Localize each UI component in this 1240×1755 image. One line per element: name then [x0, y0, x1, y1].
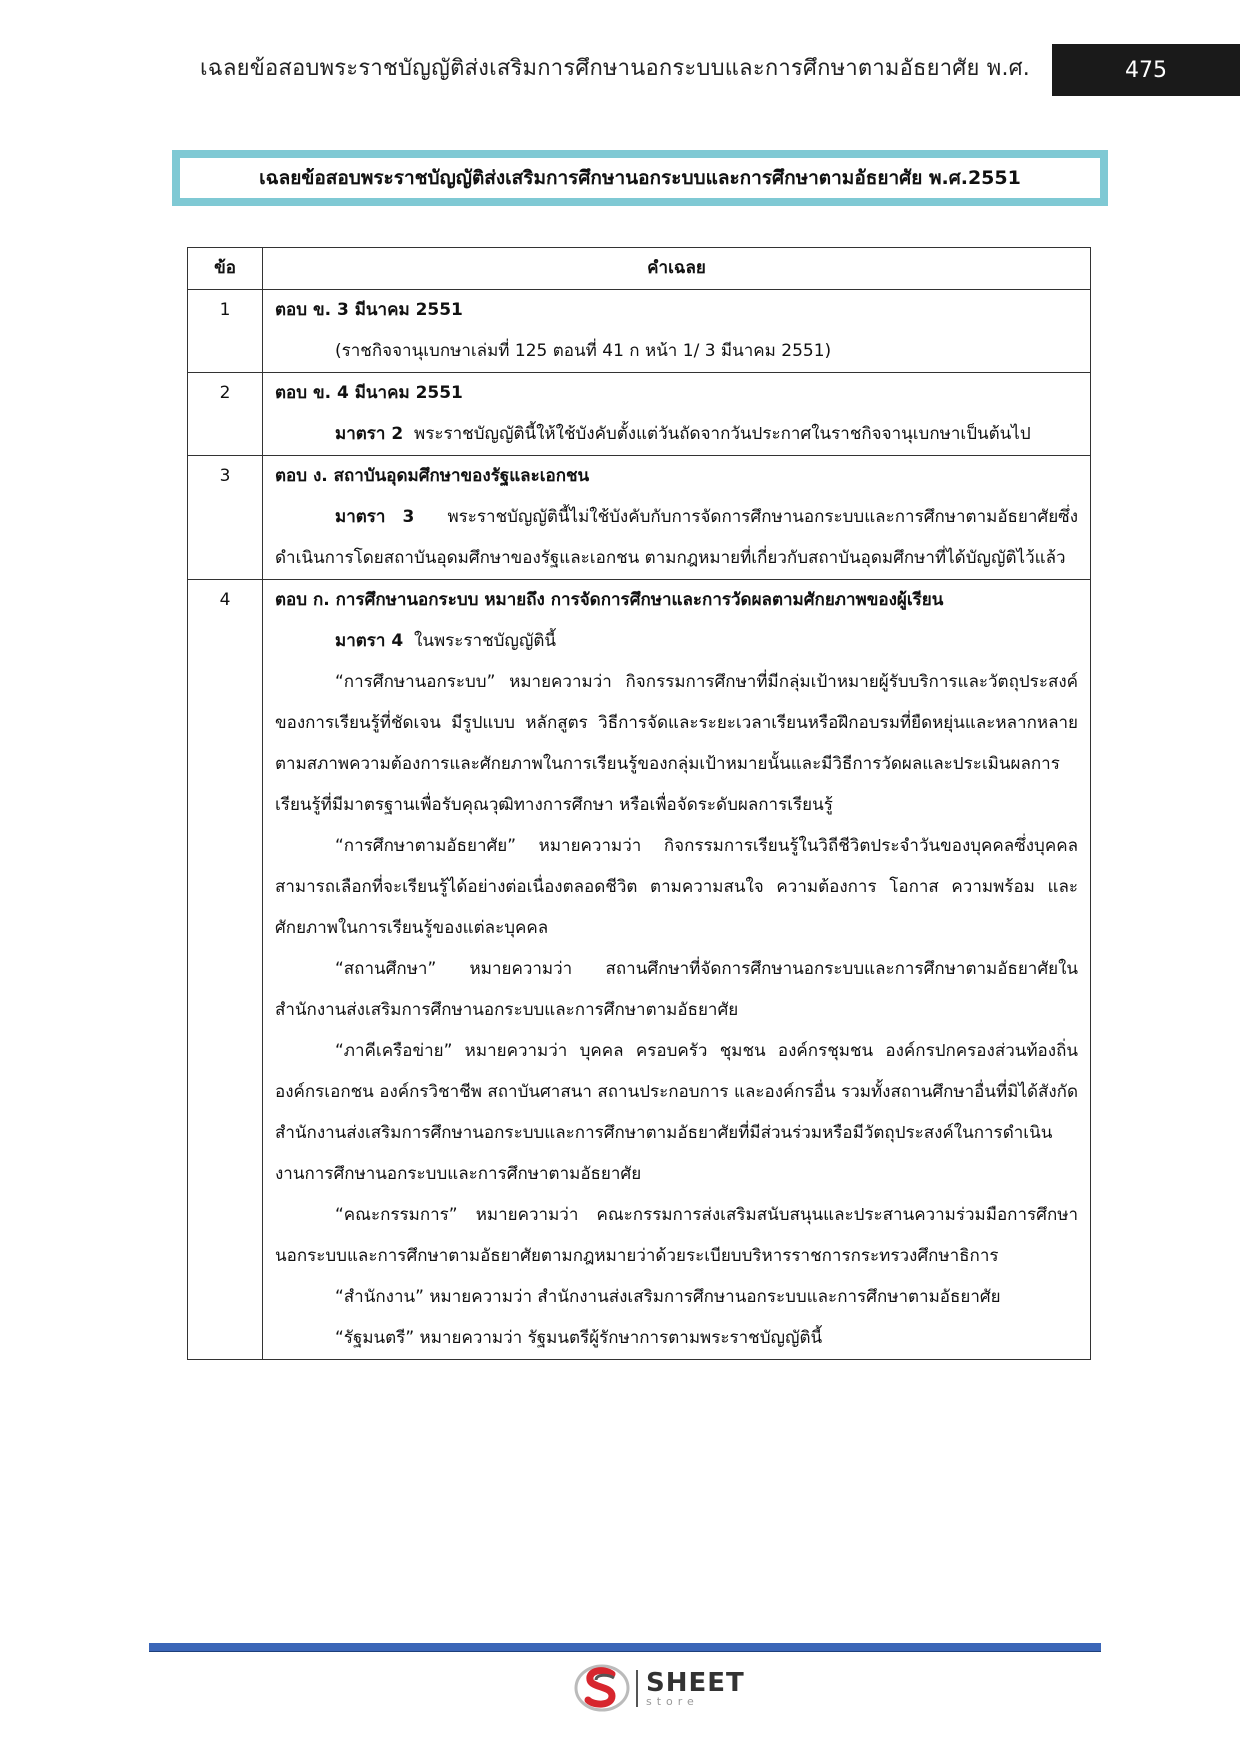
table-row [188, 290, 1091, 373]
reference-text: (ราชกิจจานุเบกษาเล่มที่ 125 ตอนที่ 41 ก หน้า 1/ 3 มีนาคม 2551) [335, 341, 832, 361]
footer-rule [149, 1643, 1101, 1652]
row-number: 3 [188, 456, 263, 580]
sheet-store-logo [574, 1660, 774, 1716]
running-header: เฉลยข้อสอบพระราชบัญญัติส่งเสริมการศึกษานอกระบบและการศึกษาตามอัธยาศัย พ.ศ. [200, 56, 1030, 81]
column-header-no: ข้อ [188, 248, 263, 290]
answer-line: ตอบ ข. 3 มีนาคม 2551 [275, 300, 463, 320]
section-label: มาตรา 3 [335, 507, 415, 527]
section-text: พระราชบัญญัตินี้ให้ใช้บังคับตั้งแต่วันถัดจากวันประกาศในราชกิจจานุเบกษาเป็นต้นไป [414, 424, 1031, 444]
section-title-frame [172, 150, 1108, 206]
section-paragraph [275, 497, 1078, 579]
row-number: 4 [188, 580, 263, 1360]
section-title: เฉลยข้อสอบพระราชบัญญัติส่งเสริมการศึกษานอกระบบและการศึกษาตามอัธยาศัย พ.ศ.2551 [180, 158, 1100, 198]
definition-paragraph: “รัฐมนตรี” หมายความว่า รัฐมนตรีผู้รักษาการตามพระราชบัญญัตินี้ [335, 1328, 823, 1348]
definition-paragraph: “สำนักงาน” หมายความว่า สำนักงานส่งเสริมการศึกษานอกระบบและการศึกษาตามอัธยาศัย [335, 1287, 1001, 1307]
definition-paragraph: “การศึกษานอกระบบ” หมายความว่า กิจกรรมการศึกษาที่มีกลุ่มเป้าหมายผู้รับบริการและวัตถุประสงค์ของการเรียนรู้ที่ชัดเจน มีรูปแบบ หลักสูตร วิธีการจัดและระยะเวลาเรียนหรือฝึกอบรมที่ยืดหยุ่นและหลากหลายตามสภาพความต้องการและศักยภาพในการเรียนรู้ของกลุ่มเป้าหมายนั้นและมีวิธีการวัดผลและประเมินผลการเรียนรู้ที่มีมาตรฐานเพื่อรับคุณวุฒิทางการศึกษา หรือเพื่อจัดระดับผลการเรียนรู้ [275, 672, 1078, 815]
answer-cell [263, 290, 1091, 373]
answer-line: ตอบ ข. 4 มีนาคม 2551 [275, 383, 463, 403]
table-row [188, 580, 1091, 1360]
definition-paragraph: “สถานศึกษา” หมายความว่า สถานศึกษาที่จัดการศึกษานอกระบบและการศึกษาตามอัธยาศัยในสำนักงานส่งเสริมการศึกษานอกระบบและการศึกษาตามอัธยาศัย [275, 959, 1078, 1020]
logo-main-text: SHEET [646, 1667, 745, 1698]
definition-paragraph: “คณะกรรมการ” หมายความว่า คณะกรรมการส่งเสริมสนับสนุนและประสานความร่วมมือการศึกษานอกระบบและการศึกษาตามอัธยาศัยตามกฎหมายว่าด้วยระเบียบบริหารราชการกระทรวงศึกษาธิการ [275, 1205, 1078, 1266]
section-text: พระราชบัญญัตินี้ไม่ใช้บังคับกับการจัดการศึกษานอกระบบและการศึกษาตามอัธยาศัยซึ่งดำเนินการโดยสถาบันอุดมศึกษาของรัฐและเอกชน ตามกฎหมายที่เกี่ยวกับสถาบันอุดมศึกษาที่ได้บัญญัติไว้แล้ว [275, 507, 1079, 568]
section-label: มาตรา 4 [335, 631, 404, 651]
answer-table [187, 247, 1091, 1360]
table-row [188, 373, 1091, 456]
logo-sub-text: store [646, 1694, 699, 1708]
page-number: 475 [1052, 44, 1240, 96]
answer-cell [263, 373, 1091, 456]
answer-line: ตอบ ก. การศึกษานอกระบบ หมายถึง การจัดการศึกษาและการวัดผลตามศักยภาพของผู้เรียน [275, 590, 944, 610]
table-header-row [188, 248, 1091, 290]
column-header-answer: คำเฉลย [263, 248, 1091, 290]
section-paragraph [275, 414, 1078, 455]
section-label: มาตรา 2 [335, 424, 404, 444]
s-logo-icon [574, 1662, 630, 1714]
answer-cell [263, 456, 1091, 580]
answer-line: ตอบ ง. สถาบันอุดมศึกษาของรัฐและเอกชน [275, 466, 590, 486]
section-text: ในพระราชบัญญัตินี้ [414, 631, 557, 651]
row-number: 1 [188, 290, 263, 373]
answer-cell [263, 580, 1091, 1360]
section-paragraph [275, 621, 1078, 662]
logo-wordmark [636, 1667, 745, 1708]
row-number: 2 [188, 373, 263, 456]
definition-paragraph: “ภาคีเครือข่าย” หมายความว่า บุคคล ครอบครัว ชุมชน องค์กรชุมชน องค์กรปกครองส่วนท้องถิ่นองค์กรเอกชน องค์กรวิชาชีพ สถาบันศาสนา สถานประกอบการ และองค์กรอื่น รวมทั้งสถานศึกษาอื่นที่มิได้สังกัดสำนักงานส่งเสริมการศึกษานอกระบบและการศึกษาตามอัธยาศัยที่มีส่วนร่วมหรือมีวัตถุประสงค์ในการดำเนินงานการศึกษานอกระบบและการศึกษาตามอัธยาศัย [275, 1041, 1078, 1184]
definition-paragraph: “การศึกษาตามอัธยาศัย” หมายความว่า กิจกรรมการเรียนรู้ในวิถีชีวิตประจำวันของบุคคลซึ่งบุคคลสามารถเลือกที่จะเรียนรู้ได้อย่างต่อเนื่องตลอดชีวิต ตามความสนใจ ความต้องการ โอกาส ความพร้อม และศักยภาพในการเรียนรู้ของแต่ละบุคคล [275, 836, 1078, 938]
table-row [188, 456, 1091, 580]
